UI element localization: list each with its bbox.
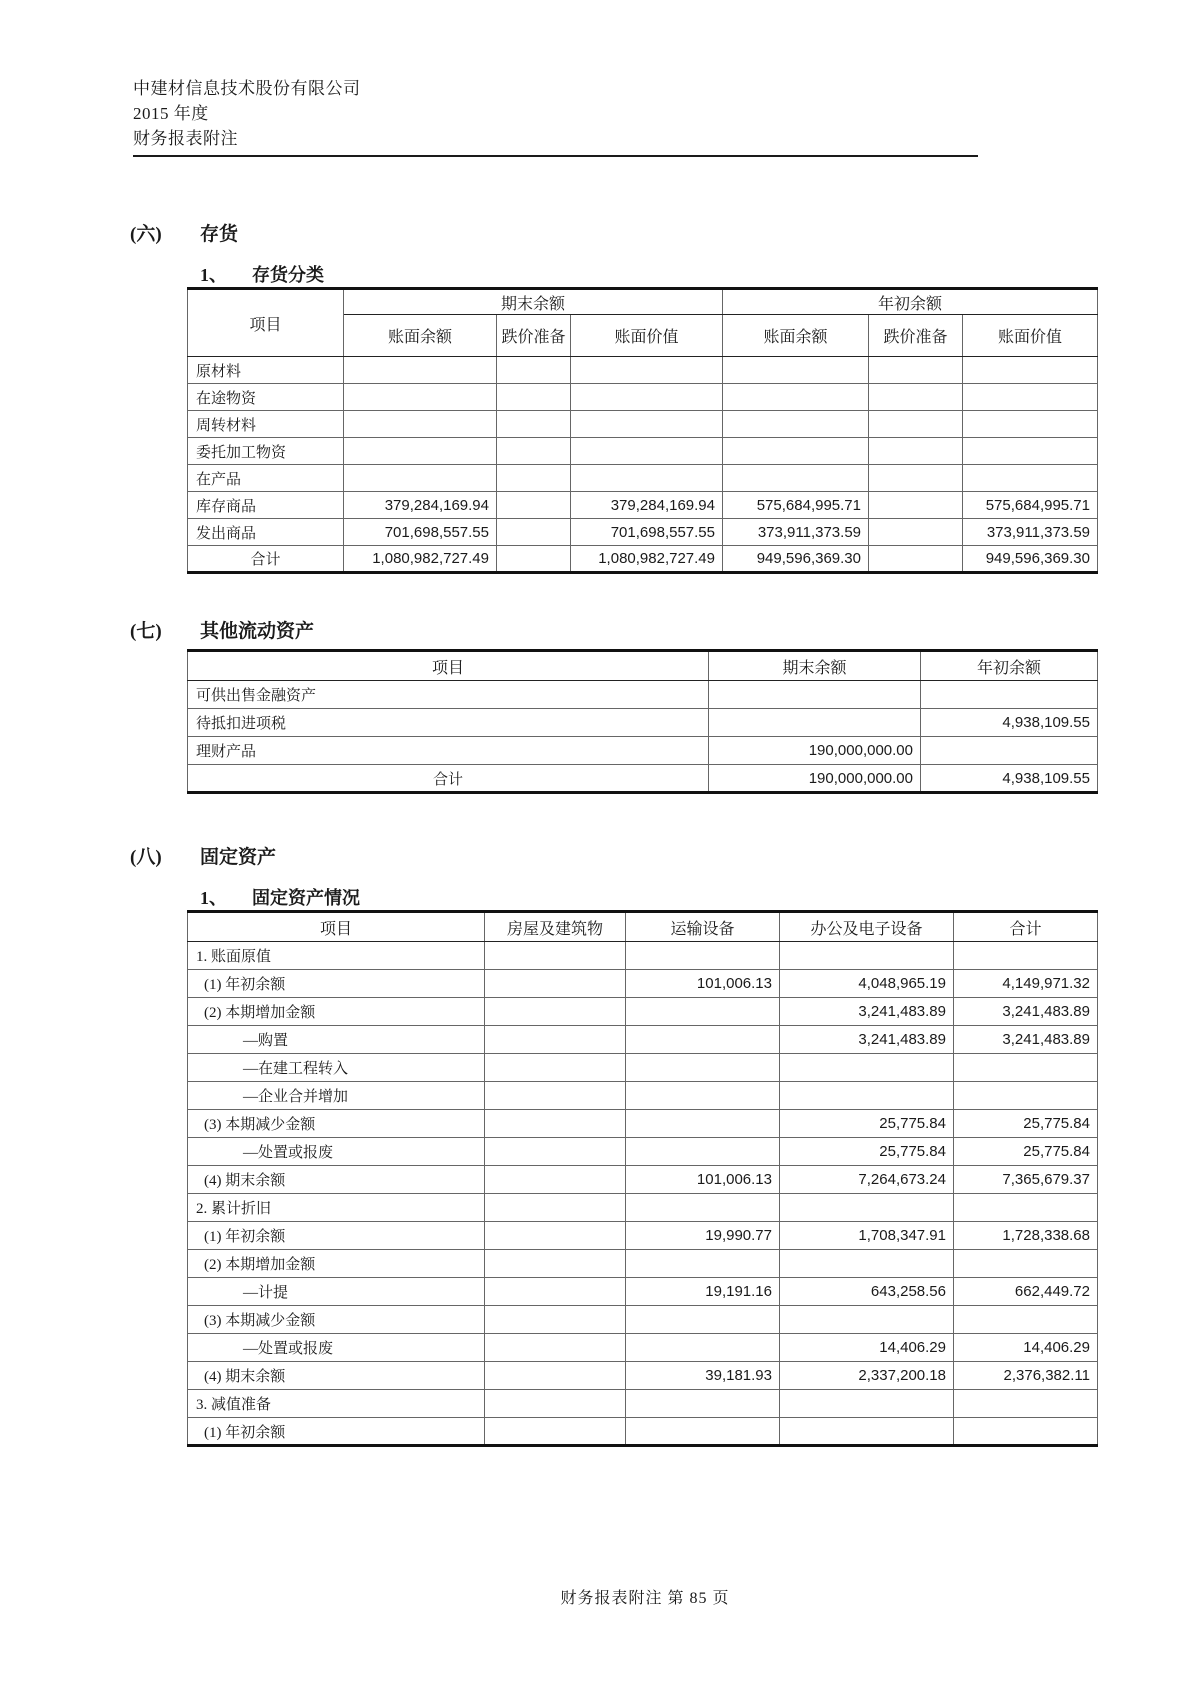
- column-header-book-balance-begin: 账面余额: [723, 315, 869, 357]
- row-label: 2. 累计折旧: [188, 1194, 485, 1222]
- table-row: [188, 1054, 1098, 1082]
- table-row: [188, 737, 1098, 765]
- column-header-book-value-end: 账面价值: [571, 315, 723, 357]
- column-header-transport-equipment: 运输设备: [626, 912, 780, 942]
- fixed-assets-table-header: [188, 912, 1098, 942]
- table-row: [188, 1390, 1098, 1418]
- row-value: 25,775.84: [780, 1138, 954, 1166]
- row-value: [344, 465, 497, 492]
- row-label: 在途物资: [188, 384, 344, 411]
- row-value: [780, 1054, 954, 1082]
- row-value: [497, 492, 571, 519]
- row-value: [963, 384, 1098, 411]
- table-row: [188, 1278, 1098, 1306]
- company-name: 中建材信息技术股份有限公司: [133, 79, 361, 98]
- row-value: [626, 1054, 780, 1082]
- row-label: —在建工程转入: [188, 1054, 485, 1082]
- section-fixed-assets-title: 固定资产: [200, 847, 277, 868]
- row-value: [485, 1418, 626, 1446]
- row-value: 19,191.16: [626, 1278, 780, 1306]
- row-value: [626, 1250, 780, 1278]
- row-value: [497, 465, 571, 492]
- row-value: [485, 1166, 626, 1194]
- inventory-subsection-heading: [200, 261, 1200, 287]
- column-header-impairment-begin: 跌价准备: [869, 315, 963, 357]
- column-header-impairment-end: 跌价准备: [497, 315, 571, 357]
- row-value: 4,048,965.19: [780, 970, 954, 998]
- column-header-item: 项目: [188, 289, 344, 357]
- row-value: 2,376,382.11: [954, 1362, 1098, 1390]
- row-value: 1,080,982,727.49: [344, 546, 497, 573]
- row-value: [709, 709, 921, 737]
- row-label: (3) 本期减少金额: [188, 1306, 485, 1334]
- row-value: [954, 1194, 1098, 1222]
- row-label: (4) 期末余额: [188, 1362, 485, 1390]
- row-label: 3. 减值准备: [188, 1390, 485, 1418]
- row-value: [869, 492, 963, 519]
- table-row: [188, 357, 1098, 384]
- row-value: 643,258.56: [780, 1278, 954, 1306]
- section-fixed-assets-number: (八): [130, 847, 162, 868]
- row-value: [344, 384, 497, 411]
- row-value: 1,080,982,727.49: [571, 546, 723, 573]
- row-value: [780, 1082, 954, 1110]
- row-value: [709, 681, 921, 709]
- row-value: 949,596,369.30: [963, 546, 1098, 573]
- table-row: [188, 1082, 1098, 1110]
- row-value: [485, 998, 626, 1026]
- row-label: 库存商品: [188, 492, 344, 519]
- row-value: [485, 1110, 626, 1138]
- row-value: 19,990.77: [626, 1222, 780, 1250]
- row-value: [344, 411, 497, 438]
- row-value: 25,775.84: [954, 1110, 1098, 1138]
- row-value: [869, 465, 963, 492]
- row-label: —处置或报废: [188, 1334, 485, 1362]
- row-label: 委托加工物资: [188, 438, 344, 465]
- row-value: 2,337,200.18: [780, 1362, 954, 1390]
- row-value: 1,728,338.68: [954, 1222, 1098, 1250]
- report-title: 财务报表附注: [133, 129, 238, 148]
- table-row: [188, 998, 1098, 1026]
- row-value: [869, 384, 963, 411]
- row-value: [626, 1418, 780, 1446]
- table-row: [188, 1334, 1098, 1362]
- column-group-beginning-balance: 年初余额: [723, 289, 1098, 315]
- row-value: 14,406.29: [780, 1334, 954, 1362]
- table-row: [188, 1166, 1098, 1194]
- fixed-assets-table-body: [188, 942, 1098, 1446]
- table-row: [188, 1222, 1098, 1250]
- row-value: [497, 546, 571, 573]
- row-value: [723, 384, 869, 411]
- row-value: [571, 438, 723, 465]
- inventory-table-header: [188, 289, 1098, 357]
- row-value: [954, 1082, 1098, 1110]
- row-value: [497, 519, 571, 546]
- row-value: [485, 1390, 626, 1418]
- row-label: (2) 本期增加金额: [188, 998, 485, 1026]
- section-inventory-number: (六): [130, 224, 162, 245]
- fixed-assets-table: [187, 910, 1098, 1447]
- row-value: 101,006.13: [626, 1166, 780, 1194]
- table-row: [188, 438, 1098, 465]
- row-value: [780, 1306, 954, 1334]
- row-value: 39,181.93: [626, 1362, 780, 1390]
- row-value: 575,684,995.71: [723, 492, 869, 519]
- row-value: [869, 519, 963, 546]
- section-inventory-heading: [130, 219, 1200, 246]
- row-value: [954, 1418, 1098, 1446]
- row-label: (1) 年初余额: [188, 1222, 485, 1250]
- row-value: [869, 546, 963, 573]
- row-value: 14,406.29: [954, 1334, 1098, 1362]
- fixed-assets-subsection-number: 1、: [200, 888, 227, 908]
- row-value: [571, 411, 723, 438]
- row-value: 3,241,483.89: [780, 998, 954, 1026]
- row-value: [780, 942, 954, 970]
- fixed-assets-subsection-title: 固定资产情况: [252, 888, 360, 908]
- row-label: 待抵扣进项税: [188, 709, 709, 737]
- row-value: 190,000,000.00: [709, 765, 921, 793]
- column-header-book-value-begin: 账面价值: [963, 315, 1098, 357]
- row-value: [954, 942, 1098, 970]
- row-value: [485, 1250, 626, 1278]
- row-label: 1. 账面原值: [188, 942, 485, 970]
- row-value: 101,006.13: [626, 970, 780, 998]
- row-value: [963, 411, 1098, 438]
- row-value: 25,775.84: [780, 1110, 954, 1138]
- row-label: 合计: [188, 546, 344, 573]
- other-current-assets-table-body: [188, 681, 1098, 793]
- row-value: [485, 1306, 626, 1334]
- row-value: [780, 1194, 954, 1222]
- row-value: [485, 970, 626, 998]
- row-value: 190,000,000.00: [709, 737, 921, 765]
- row-label: —企业合并增加: [188, 1082, 485, 1110]
- table-row: [188, 942, 1098, 970]
- row-value: [485, 1334, 626, 1362]
- row-value: [954, 1250, 1098, 1278]
- row-value: [485, 1138, 626, 1166]
- row-value: 1,708,347.91: [780, 1222, 954, 1250]
- row-value: [485, 1362, 626, 1390]
- row-label: (1) 年初余额: [188, 970, 485, 998]
- row-value: 4,938,109.55: [921, 765, 1098, 793]
- row-value: [485, 1222, 626, 1250]
- table-row: [188, 1194, 1098, 1222]
- column-header-item: 项目: [188, 651, 709, 681]
- row-value: [497, 384, 571, 411]
- fixed-assets-subsection-heading: [200, 884, 1200, 910]
- row-value: [723, 411, 869, 438]
- row-value: 373,911,373.59: [723, 519, 869, 546]
- column-header-book-balance-end: 账面余额: [344, 315, 497, 357]
- row-value: [485, 1082, 626, 1110]
- row-label: 可供出售金融资产: [188, 681, 709, 709]
- row-value: 662,449.72: [954, 1278, 1098, 1306]
- table-row: [188, 546, 1098, 573]
- row-label: 周转材料: [188, 411, 344, 438]
- row-label: (4) 期末余额: [188, 1166, 485, 1194]
- row-value: [571, 384, 723, 411]
- row-value: 701,698,557.55: [571, 519, 723, 546]
- table-row: [188, 465, 1098, 492]
- row-value: [626, 998, 780, 1026]
- section-other-current-assets-title: 其他流动资产: [200, 621, 315, 642]
- row-value: [344, 438, 497, 465]
- row-value: [626, 1138, 780, 1166]
- row-value: [921, 737, 1098, 765]
- inventory-subsection-number: 1、: [200, 265, 227, 285]
- row-value: [954, 1390, 1098, 1418]
- row-value: [626, 1194, 780, 1222]
- row-value: 379,284,169.94: [344, 492, 497, 519]
- report-year: 2015 年度: [133, 104, 209, 123]
- row-value: [780, 1250, 954, 1278]
- table-row: [188, 1250, 1098, 1278]
- table-row: [188, 1362, 1098, 1390]
- table-row: [188, 681, 1098, 709]
- row-label: 理财产品: [188, 737, 709, 765]
- row-value: [626, 942, 780, 970]
- row-value: [921, 681, 1098, 709]
- row-value: [626, 1306, 780, 1334]
- row-value: 7,264,673.24: [780, 1166, 954, 1194]
- row-value: [485, 1054, 626, 1082]
- page-footer: 财务报表附注 第 85 页: [560, 1590, 730, 1607]
- row-value: 575,684,995.71: [963, 492, 1098, 519]
- row-value: 701,698,557.55: [344, 519, 497, 546]
- table-row: [188, 1306, 1098, 1334]
- section-fixed-assets-heading: [130, 842, 1200, 869]
- section-other-current-assets-number: (七): [130, 621, 162, 642]
- column-header-beginning-balance: 年初余额: [921, 651, 1098, 681]
- row-value: [723, 438, 869, 465]
- row-value: 25,775.84: [954, 1138, 1098, 1166]
- row-label: —计提: [188, 1278, 485, 1306]
- table-row: [188, 492, 1098, 519]
- table-row: [188, 411, 1098, 438]
- section-other-current-assets-heading: [130, 616, 1200, 643]
- table-row: [188, 1026, 1098, 1054]
- row-value: [954, 1306, 1098, 1334]
- row-value: 3,241,483.89: [954, 1026, 1098, 1054]
- row-value: [626, 1334, 780, 1362]
- row-label: (2) 本期增加金额: [188, 1250, 485, 1278]
- inventory-table-body: [188, 357, 1098, 573]
- table-row: [188, 1110, 1098, 1138]
- table-row: [188, 519, 1098, 546]
- row-value: 3,241,483.89: [954, 998, 1098, 1026]
- row-label: —处置或报废: [188, 1138, 485, 1166]
- row-value: 7,365,679.37: [954, 1166, 1098, 1194]
- row-value: [571, 357, 723, 384]
- section-inventory-title: 存货: [200, 224, 239, 245]
- row-value: [626, 1082, 780, 1110]
- row-label: —购置: [188, 1026, 485, 1054]
- row-value: [497, 357, 571, 384]
- column-group-ending-balance: 期末余额: [344, 289, 723, 315]
- row-value: [780, 1418, 954, 1446]
- row-label: 合计: [188, 765, 709, 793]
- column-header-office-electronic-equipment: 办公及电子设备: [780, 912, 954, 942]
- row-value: [626, 1390, 780, 1418]
- table-row: [188, 384, 1098, 411]
- row-value: [963, 357, 1098, 384]
- row-value: [485, 1194, 626, 1222]
- table-row: [188, 1138, 1098, 1166]
- row-value: [780, 1390, 954, 1418]
- table-row: [188, 970, 1098, 998]
- inventory-subsection-title: 存货分类: [252, 265, 324, 285]
- row-value: [869, 357, 963, 384]
- row-value: 949,596,369.30: [723, 546, 869, 573]
- row-value: [497, 411, 571, 438]
- row-value: [963, 438, 1098, 465]
- row-value: [485, 1278, 626, 1306]
- row-value: 373,911,373.59: [963, 519, 1098, 546]
- column-header-ending-balance: 期末余额: [709, 651, 921, 681]
- row-label: 发出商品: [188, 519, 344, 546]
- row-value: 3,241,483.89: [780, 1026, 954, 1054]
- row-value: [626, 1110, 780, 1138]
- row-value: [485, 942, 626, 970]
- doc-header: [133, 76, 978, 157]
- row-value: 379,284,169.94: [571, 492, 723, 519]
- row-label: (1) 年初余额: [188, 1418, 485, 1446]
- inventory-table: [187, 287, 1098, 574]
- row-value: [869, 438, 963, 465]
- column-header-buildings: 房屋及建筑物: [485, 912, 626, 942]
- row-value: [485, 1026, 626, 1054]
- row-value: [723, 465, 869, 492]
- row-value: [963, 465, 1098, 492]
- row-value: 4,938,109.55: [921, 709, 1098, 737]
- other-current-assets-table-header: [188, 651, 1098, 681]
- row-value: [497, 438, 571, 465]
- other-current-assets-table: [187, 649, 1098, 794]
- row-value: 4,149,971.32: [954, 970, 1098, 998]
- table-row: [188, 1418, 1098, 1446]
- row-label: (3) 本期减少金额: [188, 1110, 485, 1138]
- table-row: [188, 765, 1098, 793]
- row-value: [723, 357, 869, 384]
- row-value: [571, 465, 723, 492]
- table-row: [188, 709, 1098, 737]
- column-header-total: 合计: [954, 912, 1098, 942]
- row-value: [626, 1026, 780, 1054]
- row-value: [344, 357, 497, 384]
- row-label: 原材料: [188, 357, 344, 384]
- row-value: [869, 411, 963, 438]
- row-value: [954, 1054, 1098, 1082]
- row-label: 在产品: [188, 465, 344, 492]
- column-header-item: 项目: [188, 912, 485, 942]
